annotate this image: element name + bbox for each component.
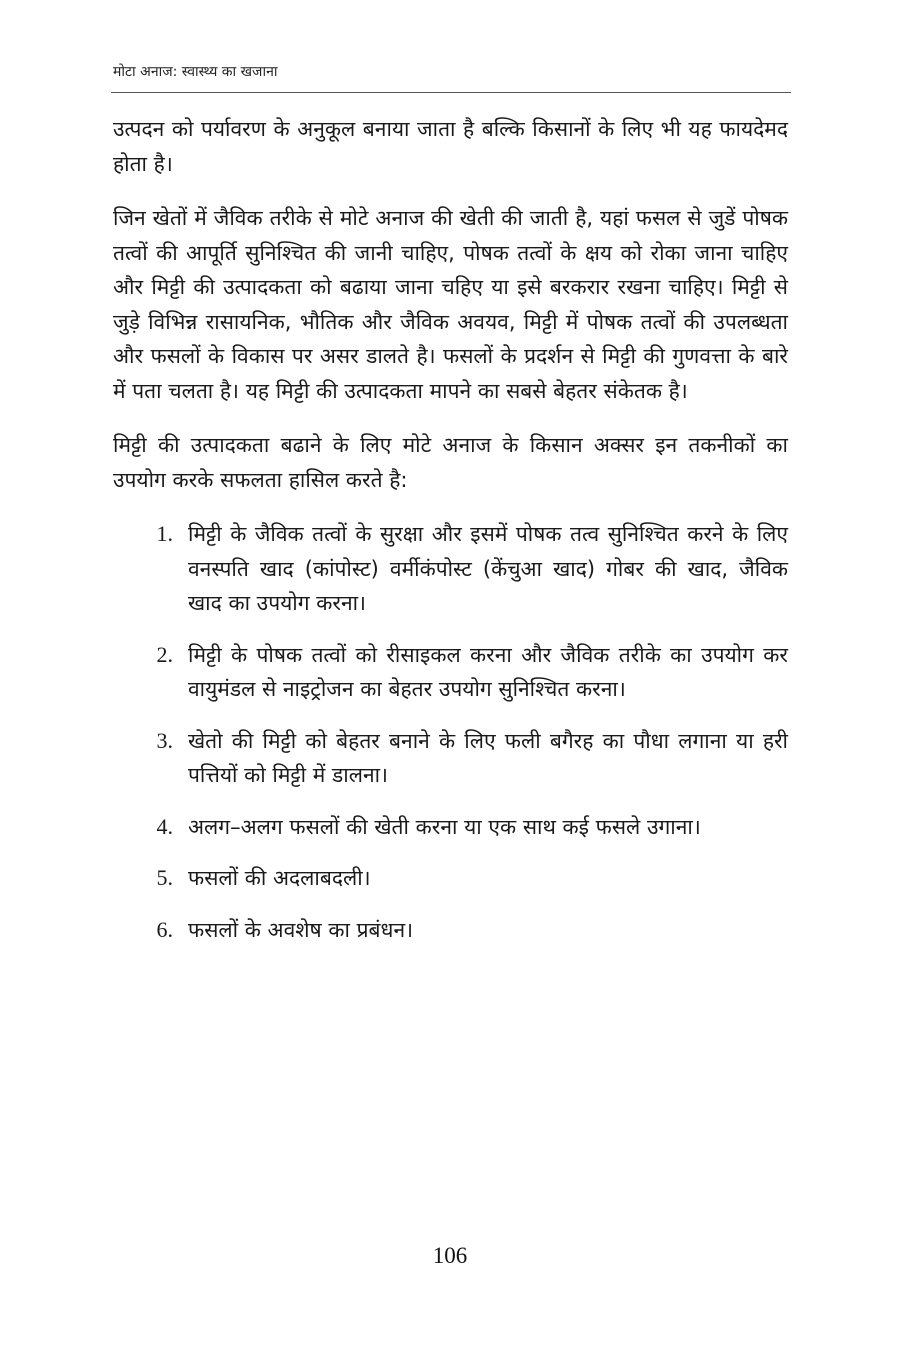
page-number: 106 — [432, 1243, 468, 1268]
list-item — [113, 861, 788, 896]
list-number: 4. — [156, 813, 173, 839]
list-item — [113, 810, 788, 845]
list-number: 6. — [156, 916, 173, 942]
list-item — [113, 517, 788, 621]
page-body — [113, 112, 788, 964]
technique-list — [113, 517, 788, 947]
list-item-text: फसलों के अवशेष का प्रबंधन। — [188, 917, 414, 942]
list-item-text: फसलों की अदलाबदली। — [188, 866, 371, 890]
list-item — [113, 913, 788, 948]
list-number: 1. — [156, 521, 173, 546]
list-number: 3. — [156, 727, 173, 753]
list-item-text: अलग–अलग फसलों की खेती करना या एक साथ कई फसले उगाना। — [188, 814, 701, 839]
header-divider — [111, 92, 791, 93]
list-number: 2. — [156, 641, 173, 667]
paragraph-1: उत्पदन को पर्यावरण के अनुकूल बनाया जाता है बल्कि किसानों के लिए भी यह फायदेमद होता है। — [113, 117, 788, 176]
list-item-text: मिट्टी के पोषक तत्वों को रीसाइकल करना और जैविक तरीके का उपयोग कर वायुमंडल से नाइट्रोजन का बेहतर उपयोग सुनिश्चित करना। — [188, 642, 788, 701]
list-item — [113, 638, 788, 707]
paragraph-3: मिट्टी की उत्पादकता बढाने के लिए मोटे अनाज के किसान अक्सर इन तकनीकों का उपयोग करके सफलता हासिल करते है: — [113, 433, 788, 492]
list-item — [113, 724, 788, 793]
paragraph-2: जिन खेतों में जैविक तरीके से मोटे अनाज की खेती की जाती है, यहां फसल से जुडें पोषक तत्वों की आपूर्ति सुनिश्चित की जानी चाहिए, पोषक तत्वों के क्षय को रोका जाना चाहिए और मिट्टी की उत्पादकता को बढाया जाना चहिए या इसे बरकरार रखना चाहिए। मिट्टी से जुड़े विभिन्न रासायनिक, भौतिक और जैविक अवयव, मिट्टी में पोषक तत्वों की उपलब्धता और फसलों के विकास पर असर डालते है। फसलों के प्रदर्शन से मिट्टी की गुणवत्ता के बारे में पता चलता है। यह मिट्टी की उत्पादकता मापने का सबसे बेहतर संकेतक है। — [113, 206, 788, 403]
list-item-text: मिट्टी के जैविक तत्वों के सुरक्षा और इसमें पोषक तत्व सुनिश्चित करने के लिए वनस्पति खाद (कांपोस्ट) वर्मीकंपोस्ट (केंचुआ खाद) गोबर की खाद, जैविक खाद का उपयोग करना। — [188, 522, 788, 615]
running-header: मोटा अनाज: स्वास्थ्य का खजाना — [113, 64, 278, 80]
list-item-text: खेतो की मिट्टी को बेहतर बनाने के लिए फली बगैरह का पौधा लगाना या हरी पत्तियों को मिट्टी में डालना। — [188, 728, 788, 787]
list-number: 5. — [156, 865, 173, 890]
